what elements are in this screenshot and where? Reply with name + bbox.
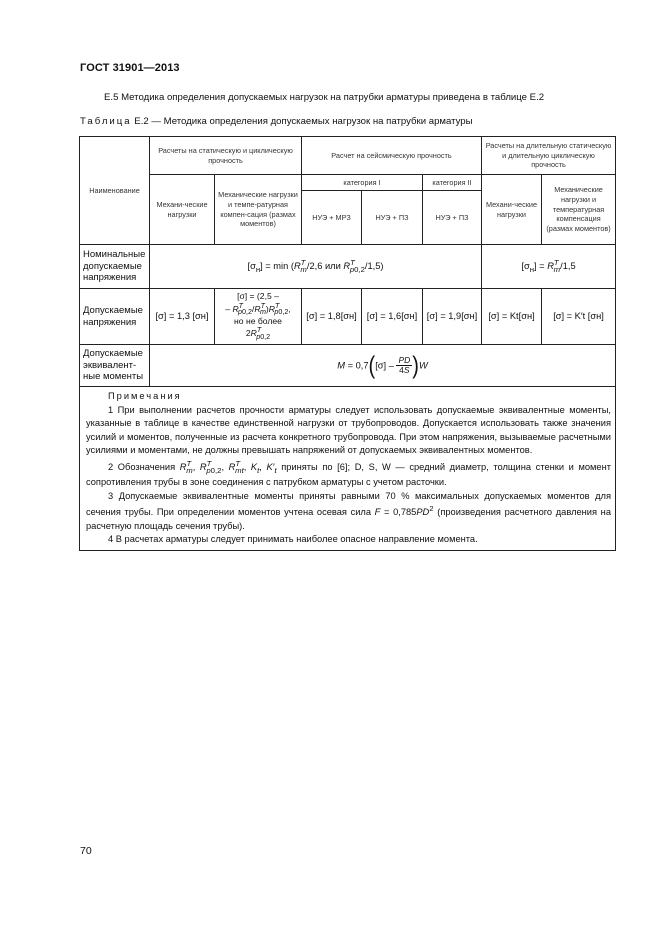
note-3-text-b: (произведения расчетного давления на расчетную площадь сечения трубы). bbox=[86, 507, 611, 531]
row-nominal-label: Номинальные допускаемые напряжения bbox=[80, 245, 150, 289]
header-category-1: категория I bbox=[302, 175, 423, 191]
intro-paragraph: Е.5 Методика определения допускаемых нагрузок на патрубки арматуры приведена в таблице Е.2 bbox=[104, 92, 545, 103]
allowable-static-temp: [σ] = (2,5 – – $R^T_{p0,2}/R^T_m)R^T_{p0,2}$, но не более $2R^T_{p0,2}$ bbox=[215, 289, 302, 345]
allowable-seismic-mrz: [σ] = 1,8[σн] bbox=[302, 289, 362, 345]
moment-formula: M = 0,7([σ] – $\frac{PD}{4S}$ )W bbox=[150, 345, 616, 387]
caption-text: Е.2 — Методика определения допускаемых нагрузок на патрубки арматуры bbox=[134, 116, 473, 127]
header-mech-2: Механи-ческие нагрузки bbox=[482, 175, 542, 245]
nominal-stress-longterm: $[\sigma_н] = R^T_m/1,5$ bbox=[482, 245, 616, 289]
table-caption bbox=[80, 116, 473, 127]
note-3: 3 Допускаемые эквивалентные моменты приняты равными 70 % максимальных допускаемых моментов для сечения трубы. При определении моментов учтена осевая сила $F = 0,785PD^2$ (произведения расчетного давления на расчетную площадь сечения трубы). bbox=[86, 490, 612, 531]
header-seismic: Расчет на сейсмическую прочность bbox=[302, 137, 482, 175]
not-more-than-label: но не более bbox=[234, 315, 282, 326]
loads-table bbox=[79, 136, 616, 551]
header-mechtemp-1: Механические нагрузки и темпе-ратурная компен-сация (размах моментов) bbox=[215, 175, 302, 245]
note-3-text-a: 3 Допускаемые эквивалентные моменты приняты равными 70 % максимальных допускаемых моментов для сечения трубы. При определении моментов учтена осевая сила bbox=[86, 490, 612, 518]
note-4: 4 В расчетах арматуры следует принимать наиболее опасное направление момента. bbox=[108, 534, 478, 545]
allowable-longterm-mech: [σ] = Kt[σн] bbox=[482, 289, 542, 345]
nominal-stress-formula: $[\sigma_н] = \min (R^T_m/2,6$ или $R^T_{p0,2}/1,5$) bbox=[150, 245, 482, 289]
row-allowable-label: Допускаемые напряжения bbox=[80, 289, 150, 345]
moment-fraction: $\frac{PD}{4S}$ bbox=[398, 354, 411, 375]
allowable-static-mech: [σ] = 1,3 [σн] bbox=[150, 289, 215, 345]
header-static: Расчеты на статическую и циклическую прочность bbox=[150, 137, 302, 175]
row-moments-label: Допускаемые эквивалент-ные моменты bbox=[80, 345, 150, 387]
header-category-2: категория II bbox=[423, 175, 482, 191]
page-number: 70 bbox=[80, 845, 92, 857]
header-mech-1: Механи-ческие нагрузки bbox=[150, 175, 215, 245]
document-header: ГОСТ 31901—2013 bbox=[80, 62, 180, 74]
allowable-seismic-pz-2: [σ] = 1,9[σн] bbox=[423, 289, 482, 345]
note-1: 1 При выполнении расчетов прочности арматуры следует использовать допускаемые эквивалентные моменты, указанные в таблице в качестве единственной нагрузки от трубопроводов. Допускается использовать также значения усилий и моментов, полученные из расчета конкретного трубопровода. При этом напряжения, вызываемые расчетными усилиями и моментами, не должны превышать напряжений от допускаемых эквивалентных моментов. bbox=[86, 404, 612, 456]
notes-block bbox=[80, 387, 616, 551]
header-nue-mrz: НУЭ + МРЗ bbox=[302, 191, 362, 245]
header-longterm: Расчеты на длительную статическую и длительную циклическую прочность bbox=[482, 137, 616, 175]
header-mechtemp-2: Механические нагрузки и температурная компенсация (размах моментов) bbox=[542, 175, 616, 245]
header-nue-pz-2: НУЭ + ПЗ bbox=[423, 191, 482, 245]
note-2-text: приняты по [6]; D, S, W — средний диаметр, толщина стенки и момент сопротивления трубы в зоне соединения с патрубком арматуры с учетом расточки. bbox=[86, 461, 611, 488]
caption-lead: Таблица bbox=[80, 116, 132, 127]
allowable-seismic-pz-1: [σ] = 1,6[σн] bbox=[362, 289, 423, 345]
header-name: Наименование bbox=[80, 137, 150, 245]
note-2: 2 Обозначения $R^T_m$, $R^T_{p0,2}$, $R^T_{mt}$, $K_t$, $K'_t$ приняты по [6]; D, S, W — средний диаметр, толщина стенки и момент сопротивления трубы в зоне соединения с патрубком арматуры с учетом расточки. bbox=[86, 458, 611, 488]
header-nue-pz-1: НУЭ + ПЗ bbox=[362, 191, 423, 245]
notes-title: Примечания bbox=[108, 391, 182, 401]
allowable-longterm-temp: [σ] = K′t [σн] bbox=[542, 289, 616, 345]
